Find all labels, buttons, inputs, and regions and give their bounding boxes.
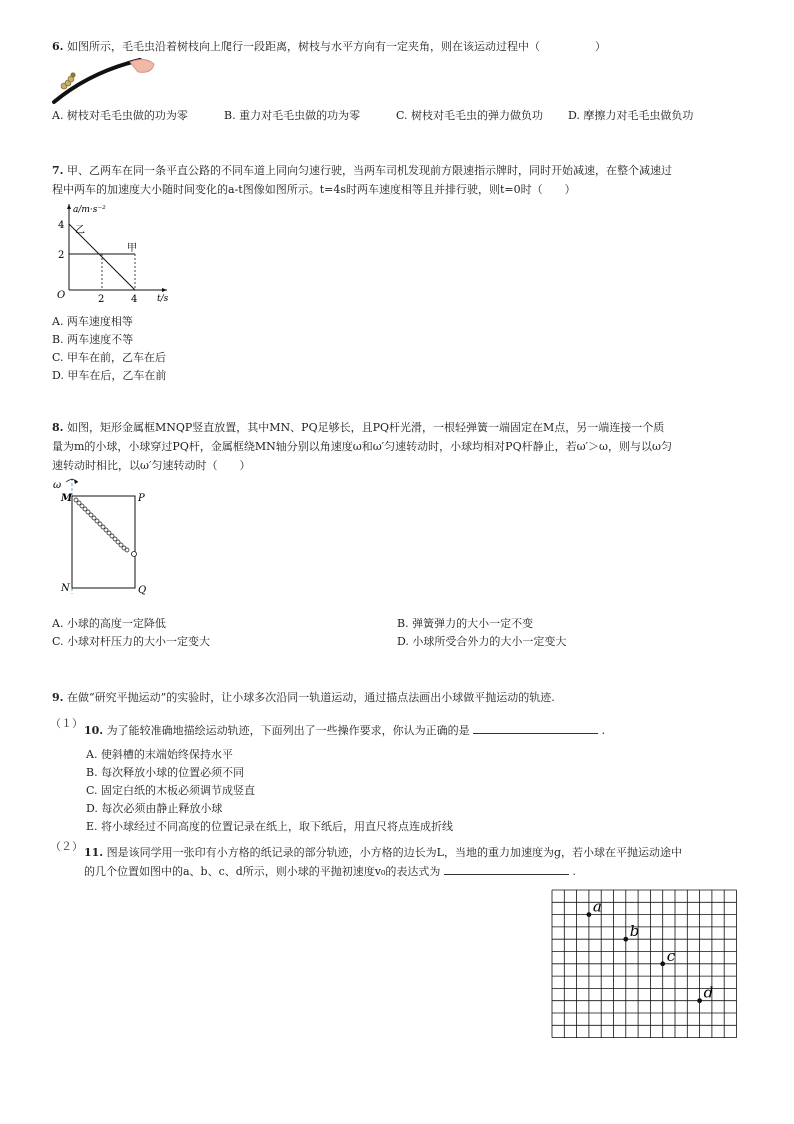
sub-question-tag-1: （１） xyxy=(50,717,83,730)
trajectory-point-label-b: b xyxy=(629,922,640,941)
y-axis-label: a/m·s⁻² xyxy=(73,205,106,215)
question-stem-line-2: 程中两车的加速度大小随时间变化的a-t图像如图所示。t=4s时两车速度相等且并排行驶，则t=0时（ ） xyxy=(52,183,576,196)
question-7 xyxy=(52,161,752,199)
q6-option-b[interactable]: B. 重力对毛毛虫做的功为零 xyxy=(224,109,361,122)
trajectory-grid-figure xyxy=(551,889,741,1041)
q10-option-d[interactable]: D. 每次必须由静止释放小球 xyxy=(86,802,223,815)
question-number: 7. xyxy=(52,164,64,177)
caterpillar-branch-figure xyxy=(50,52,160,108)
origin-label: O xyxy=(57,290,66,301)
y-tick-4: 4 xyxy=(58,220,65,231)
x-axis-label: t/s xyxy=(157,294,169,304)
rotating-frame-figure xyxy=(50,474,160,604)
answer-blank[interactable] xyxy=(444,864,569,875)
question-stem-line-2: 的几个位置如图中的a、b、c、d所示，则小球的平抛初速度v₀的表达式为 xyxy=(84,865,441,878)
corner-label-q: Q xyxy=(138,585,147,596)
x-tick-4: 4 xyxy=(131,294,138,304)
trajectory-point-c xyxy=(660,961,665,966)
trajectory-point-label-c: c xyxy=(666,946,676,965)
corner-label-n: N xyxy=(61,583,70,594)
q8-option-d[interactable]: D. 小球所受合外力的大小一定变大 xyxy=(397,635,567,648)
question-stem-line-3: 速转动时相比，以ω′匀速转动时（ ） xyxy=(52,459,251,472)
q10-option-c[interactable]: C. 固定白纸的木板必须调节成竖直 xyxy=(86,784,256,797)
question-stem: 在做“研究平抛运动”的实验时，让小球多次沿同一轨道运动，通过描点法画出小球做平抛运动的轨迹. xyxy=(66,691,555,704)
trajectory-point-label-d: d xyxy=(703,983,714,1002)
question-8 xyxy=(52,418,752,475)
question-number: 9. xyxy=(52,691,64,704)
spring xyxy=(74,498,129,552)
question-stem: 为了能较准确地描绘运动轨迹，下面列出了一些操作要求，你认为正确的是 xyxy=(106,724,470,737)
q6-option-c[interactable]: C. 树枝对毛毛虫的弹力做负功 xyxy=(396,109,544,122)
q7-option-a[interactable]: A. 两车速度相等 xyxy=(52,315,133,328)
question-number: 6. xyxy=(52,40,64,53)
line-label-yi: 乙 xyxy=(75,225,85,236)
q10-option-e[interactable]: E. 将小球经过不同高度的位置记录在纸上，取下纸后，用直尺将点连成折线 xyxy=(86,820,454,833)
question-number: 10. xyxy=(84,724,104,737)
q10-option-b[interactable]: B. 每次释放小球的位置必须不同 xyxy=(86,766,245,779)
question-stem-line-1: 如图，矩形金属框MNQP竖直放置，其中MN、PQ足够长，且PQ杆光滑，一根轻弹簧一端固定在M点，另一端连接一个质 xyxy=(66,421,665,434)
question-stem-line-1: 图是该同学用一张印有小方格的纸记录的部分轨迹，小方格的边长为L，当地的重力加速度为g，若小球在平抛运动途中 xyxy=(106,846,682,859)
trajectory-point-label-a: a xyxy=(592,897,602,916)
corner-label-m: M xyxy=(61,493,73,504)
question-number: 8. xyxy=(52,421,64,434)
question-stem-line-1: 甲、乙两车在同一条平直公路的不同车道上同向匀速行驶，当两车司机发现前方限速指示牌时，同时开始减速，在整个减速过 xyxy=(66,164,672,177)
sentence-end: . xyxy=(572,865,576,878)
question-number: 11. xyxy=(84,846,104,859)
ball xyxy=(132,552,137,557)
q6-option-a[interactable]: A. 树枝对毛毛虫做的功为零 xyxy=(52,109,188,122)
x-tick-2: 2 xyxy=(98,294,105,304)
q8-option-a[interactable]: A. 小球的高度一定降低 xyxy=(52,617,166,630)
question-stem-line-2: 量为m的小球，小球穿过PQ杆，金属框绕MN轴分别以角速度ω和ω′匀速转动时，小球均相对PQ杆静止，若ω′＞ω，则与以ω匀 xyxy=(52,440,672,453)
q8-option-b[interactable]: B. 弹簧弹力的大小一定不变 xyxy=(397,617,534,630)
trajectory-point-b xyxy=(623,937,628,942)
sentence-end: . xyxy=(601,724,606,737)
answer-blank[interactable] xyxy=(473,723,598,734)
q7-option-b[interactable]: B. 两车速度不等 xyxy=(52,333,134,346)
question-9 xyxy=(52,688,752,707)
q7-option-d[interactable]: D. 甲车在后，乙车在前 xyxy=(52,369,167,382)
sub-question-tag-2: （２） xyxy=(50,840,83,853)
sub-question-10 xyxy=(84,721,744,740)
corner-label-p: P xyxy=(138,493,145,504)
question-stem: 如图所示，毛毛虫沿着树枝向上爬行一段距离，树枝与水平方向有一定夹角，则在该运动过程中（ ） xyxy=(66,40,606,53)
q10-option-a[interactable]: A. 使斜槽的末端始终保持水平 xyxy=(86,748,233,761)
q8-option-c[interactable]: C. 小球对杆压力的大小一定变大 xyxy=(52,635,211,648)
a-t-graph xyxy=(55,200,175,304)
omega-label: ω xyxy=(53,480,62,491)
y-tick-2: 2 xyxy=(58,250,65,261)
q6-option-d[interactable]: D. 摩擦力对毛毛虫做负功 xyxy=(568,109,694,122)
trajectory-point-a xyxy=(587,912,592,917)
line-label-jia: 甲 xyxy=(127,243,137,254)
q7-option-c[interactable]: C. 甲车在前，乙车在后 xyxy=(52,351,167,364)
trajectory-point-d xyxy=(697,998,702,1003)
sub-question-11 xyxy=(84,843,754,881)
